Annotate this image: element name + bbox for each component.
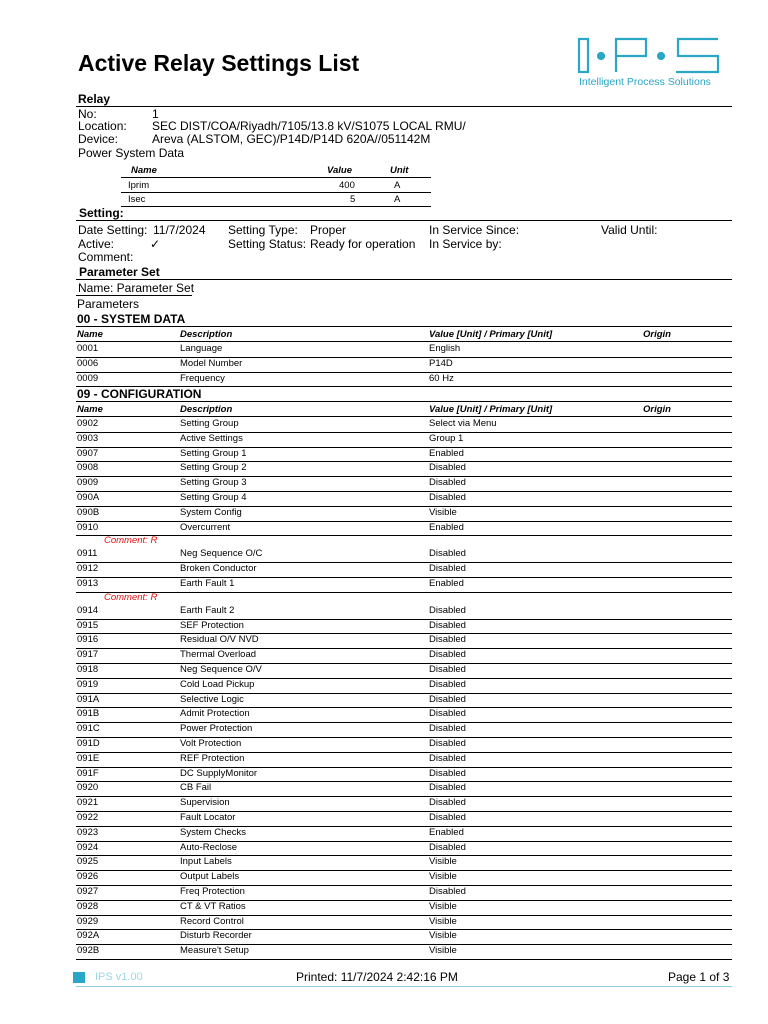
row-value: Disabled (429, 619, 466, 631)
row-description: Input Labels (180, 856, 232, 868)
row-value: Enabled (429, 826, 464, 838)
row-code: 0923 (77, 826, 99, 838)
table-row (76, 562, 732, 578)
table-row (76, 619, 732, 635)
psd-row-unit: A (394, 180, 401, 191)
row-description: Measure't Setup (180, 945, 249, 957)
col-header-description: Description (180, 329, 233, 340)
table-row (76, 722, 732, 738)
ips-logo-mark (576, 36, 724, 76)
psd-row-value: 5 (350, 194, 356, 205)
divider (121, 177, 431, 178)
row-code: 0910 (77, 521, 99, 533)
row-value: Disabled (429, 492, 466, 503)
row-value: Visible (429, 871, 457, 883)
row-code: 0907 (77, 447, 99, 459)
row-code: 092B (77, 945, 100, 957)
psd-header-value: Value (327, 165, 352, 176)
table-row (76, 648, 732, 664)
row-value: Visible (429, 930, 457, 942)
table-row (76, 841, 732, 857)
table-row (76, 855, 732, 871)
ips-small-logo-icon (73, 972, 85, 983)
relay-no-label: No: (78, 107, 97, 121)
row-description: Setting Group 1 (180, 447, 247, 459)
table-row (76, 767, 732, 783)
row-description: CT & VT Ratios (180, 900, 246, 912)
row-code: 0916 (77, 634, 99, 646)
active-check-icon: ✓ (150, 237, 161, 251)
row-value: Disabled (429, 752, 466, 764)
row-value: Enabled (429, 521, 464, 533)
row-value: 60 Hz (429, 372, 454, 384)
setting-heading: Setting: (79, 206, 124, 220)
row-code: 0919 (77, 678, 99, 690)
row-code: 090A (77, 492, 100, 503)
relay-device-label: Device: (78, 132, 119, 146)
row-code: 0921 (77, 797, 99, 809)
date-setting-label: Date Setting: (78, 223, 148, 237)
row-description: Frequency (180, 372, 225, 384)
row-description: Freq Protection (180, 886, 245, 897)
power-system-data-label: Power System Data (78, 146, 185, 160)
setting-status-label: Setting Status: (228, 237, 307, 251)
row-description: Earth Fault 2 (180, 604, 235, 616)
row-description: Volt Protection (180, 738, 242, 749)
divider (76, 106, 732, 107)
row-description: Fault Locator (180, 812, 236, 823)
relay-location-value: SEC DIST/COA/Riyadh/7105/13.8 kV/S1075 LOCAL RMU/ (152, 119, 466, 133)
row-value: Disabled (429, 723, 466, 735)
table-row (76, 752, 732, 768)
table-row (76, 811, 732, 827)
row-comment: Comment: R (104, 591, 158, 603)
row-code: 091F (77, 767, 99, 779)
row-code: 0920 (77, 782, 99, 794)
row-code: 0924 (77, 841, 99, 853)
row-code: 091A (77, 693, 100, 705)
row-description: Overcurrent (180, 521, 231, 533)
row-description: Selective Logic (180, 693, 244, 705)
setting-status-value: Ready for operation (310, 237, 416, 251)
row-code: 0925 (77, 856, 99, 868)
row-description: REF Protection (180, 752, 245, 764)
table-row (76, 461, 732, 477)
table-row (76, 663, 732, 679)
footer-version: IPS v1.00 (95, 971, 143, 983)
row-value: Enabled (429, 578, 464, 589)
table-row (76, 357, 732, 373)
row-value: Disabled (429, 634, 466, 646)
table-row (76, 826, 732, 842)
row-description: Neg Sequence O/V (180, 664, 262, 675)
row-code: 0908 (77, 462, 99, 474)
row-value: P14D (429, 357, 453, 369)
row-value: Disabled (429, 767, 466, 779)
row-value: Disabled (429, 782, 466, 794)
psd-row-value: 400 (339, 180, 355, 191)
row-value: Visible (429, 506, 457, 518)
table-row (76, 506, 732, 522)
logo-tagline: Intelligent Process Solutions (579, 76, 711, 88)
table-row (76, 447, 732, 463)
row-value: Disabled (429, 812, 466, 823)
row-value: English (429, 343, 461, 354)
row-code: 0915 (77, 619, 99, 631)
comment-label: Comment: (78, 250, 134, 264)
table-row (76, 521, 732, 537)
row-value: Disabled (429, 604, 466, 616)
row-value: Disabled (429, 797, 466, 809)
table-row (76, 781, 732, 797)
row-code: 091E (77, 752, 100, 764)
psd-header-unit: Unit (390, 165, 409, 176)
row-description: Admit Protection (180, 708, 250, 720)
row-code: 0006 (77, 357, 99, 369)
divider (76, 295, 192, 296)
table-row (76, 432, 732, 448)
row-code: 0928 (77, 900, 99, 912)
table-row (76, 737, 732, 753)
row-code: 0914 (77, 604, 99, 616)
parameter-set-heading: Parameter Set (79, 265, 160, 279)
divider (76, 220, 732, 221)
table-row (76, 915, 732, 931)
table-row (76, 633, 732, 649)
relay-heading: Relay (78, 92, 111, 106)
configuration-heading: 09 - CONFIGURATION (77, 387, 202, 401)
row-description: Language (180, 343, 223, 354)
row-value: Disabled (429, 886, 466, 897)
row-description: SEF Protection (180, 619, 244, 631)
row-value: Visible (429, 856, 457, 868)
relay-location-label: Location: (78, 119, 127, 133)
row-value: Disabled (429, 693, 466, 705)
row-code: 0927 (77, 886, 99, 897)
row-description: System Config (180, 506, 242, 518)
page-title: Active Relay Settings List (78, 50, 360, 76)
table-row (76, 870, 732, 886)
row-description: Earth Fault 1 (180, 578, 235, 589)
footer-printed: Printed: 11/7/2024 2:42:16 PM (296, 970, 458, 984)
table-row (76, 547, 732, 563)
row-description: Neg Sequence O/C (180, 548, 263, 560)
row-description: Setting Group 4 (180, 492, 247, 503)
row-description: Disturb Recorder (180, 930, 252, 942)
psd-row-name: Isec (128, 194, 146, 205)
divider (121, 206, 431, 207)
ips-logo (576, 36, 724, 92)
divider (121, 192, 431, 193)
row-description: Residual O/V NVD (180, 634, 259, 646)
table-row (76, 372, 732, 388)
col-header-value: Value [Unit] / Primary [Unit] (429, 329, 553, 340)
row-value: Group 1 (429, 432, 464, 444)
divider (76, 279, 732, 280)
table-row (76, 693, 732, 709)
psd-header-name: Name (131, 165, 157, 176)
col-header-name: Name (77, 329, 103, 340)
relay-no-value: 1 (152, 107, 159, 121)
setting-type-value: Proper (310, 223, 347, 237)
row-code: 0912 (77, 563, 99, 575)
row-value: Visible (429, 915, 457, 927)
table-row (76, 944, 732, 960)
table-row (76, 900, 732, 916)
row-value: Select via Menu (429, 418, 497, 429)
setting-type-label: Setting Type: (228, 223, 298, 237)
row-description: CB Fail (180, 782, 212, 794)
row-code: 0913 (77, 578, 99, 589)
row-code: 0911 (77, 548, 98, 560)
row-description: Power Protection (180, 723, 253, 735)
table-row (76, 707, 732, 723)
table-row (76, 342, 732, 358)
row-value: Visible (429, 900, 457, 912)
parameters-label: Parameters (77, 297, 140, 311)
row-code: 091D (77, 738, 100, 749)
system-data-heading: 00 - SYSTEM DATA (77, 312, 186, 326)
row-value: Disabled (429, 664, 466, 675)
col-header-value: Value [Unit] / Primary [Unit] (429, 404, 553, 415)
row-value: Disabled (429, 649, 466, 661)
row-value: Disabled (429, 841, 466, 853)
row-description: Setting Group (180, 418, 239, 429)
row-code: 0909 (77, 477, 99, 489)
table-row (76, 476, 732, 492)
row-code: 0902 (77, 418, 99, 429)
row-comment: Comment: R (104, 535, 158, 547)
col-header-description: Description (180, 404, 233, 415)
row-description: Setting Group 2 (180, 462, 247, 474)
active-label: Active: (78, 237, 115, 251)
row-description: Model Number (180, 357, 243, 369)
table-row (76, 491, 732, 507)
table-row (76, 678, 732, 694)
row-code: 090B (77, 506, 100, 518)
row-description: Record Control (180, 915, 244, 927)
row-description: Broken Conductor (180, 563, 257, 575)
footer-page: Page 1 of 3 (668, 970, 730, 984)
row-value: Disabled (429, 708, 466, 720)
row-code: 0903 (77, 432, 99, 444)
row-value: Disabled (429, 678, 466, 690)
psd-row-name: Iprim (128, 180, 150, 191)
row-description: Setting Group 3 (180, 477, 247, 489)
row-code: 0926 (77, 871, 99, 883)
col-header-name: Name (77, 404, 103, 415)
row-description: Cold Load Pickup (180, 678, 255, 690)
row-code: 0001 (77, 343, 99, 354)
row-code: 092A (77, 930, 100, 942)
table-row (76, 796, 732, 812)
row-code: 0922 (77, 812, 99, 823)
in-service-by-label: In Service by: (429, 237, 502, 251)
row-code: 0918 (77, 664, 99, 675)
row-description: Supervision (180, 797, 230, 809)
divider (76, 401, 732, 402)
row-code: 0917 (77, 649, 99, 661)
row-value: Disabled (429, 548, 466, 560)
row-description: System Checks (180, 826, 246, 838)
row-description: Active Settings (180, 432, 243, 444)
psd-row-unit: A (394, 194, 401, 205)
col-header-origin: Origin (643, 404, 671, 415)
in-service-since-label: In Service Since: (429, 223, 520, 237)
row-value: Visible (429, 945, 457, 957)
table-row (76, 929, 732, 945)
table-row (76, 577, 732, 593)
row-description: Thermal Overload (180, 649, 257, 661)
valid-until-label: Valid Until: (601, 223, 658, 237)
row-value: Enabled (429, 447, 464, 459)
table-row (76, 604, 732, 620)
row-description: Output Labels (180, 871, 240, 883)
footer-divider (76, 986, 732, 987)
date-setting-value: 11/7/2024 (153, 223, 206, 237)
table-row (76, 885, 732, 901)
row-value: Disabled (429, 462, 466, 474)
row-code: 0009 (77, 372, 99, 384)
row-code: 091C (77, 723, 100, 735)
parameter-set-name: Name: Parameter Set (78, 281, 195, 295)
row-description: Auto-Reclose (180, 841, 238, 853)
row-value: Disabled (429, 563, 466, 575)
table-row (76, 417, 732, 433)
relay-device-value: Areva (ALSTOM, GEC)/P14D/P14D 620A//051142M (152, 132, 431, 146)
col-header-origin: Origin (643, 329, 671, 340)
row-code: 091B (77, 708, 100, 720)
row-value: Disabled (429, 738, 466, 749)
row-value: Disabled (429, 477, 466, 489)
row-description: DC SupplyMonitor (180, 767, 258, 779)
row-code: 0929 (77, 915, 99, 927)
divider (76, 326, 732, 327)
